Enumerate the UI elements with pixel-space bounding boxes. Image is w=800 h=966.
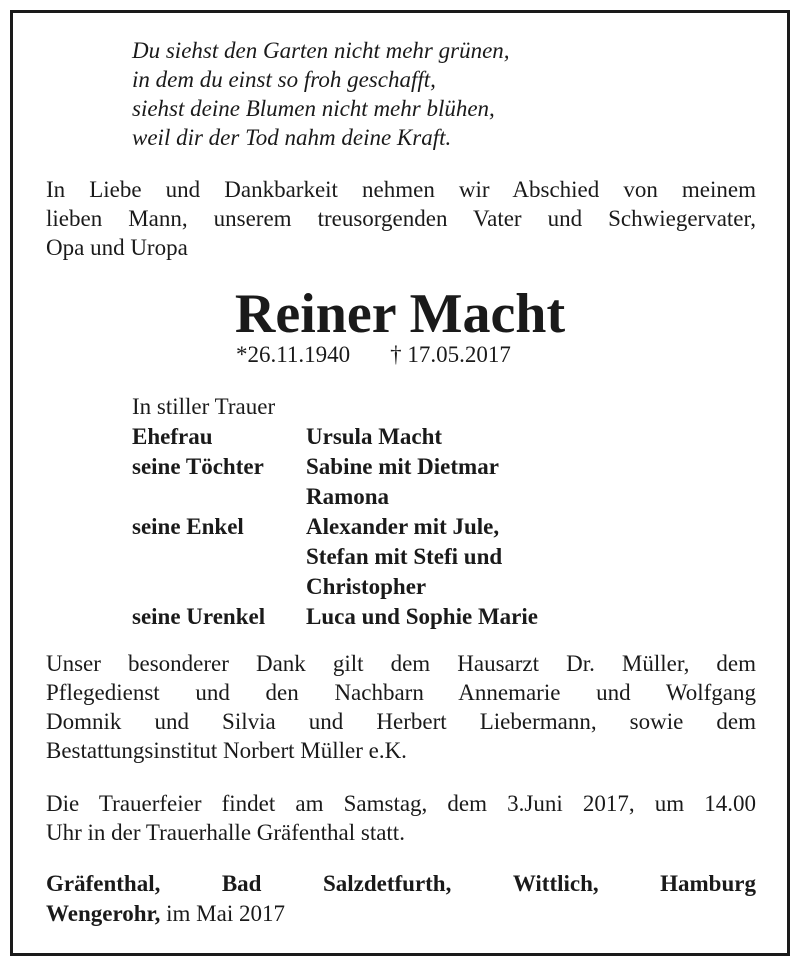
closing-date: im Mai 2017 [166, 901, 285, 926]
birth-date: *26.11.1940 [236, 342, 351, 367]
funeral-paragraph [46, 789, 756, 847]
place-name: Hamburg [660, 871, 756, 896]
mourner-relation: seine Töchter [132, 454, 264, 479]
intro-line: lieben Mann, unserem treusorgenden Vater und Schwiegervater, [46, 206, 756, 231]
place-name: Wittlich, [512, 871, 599, 896]
mourner-names: Alexander mit Jule, [306, 514, 500, 539]
mourner-names: Ramona [306, 484, 390, 509]
mourner-row [132, 572, 538, 602]
mourner-names: Christopher [306, 574, 427, 599]
deceased-name: Reiner Macht [234, 283, 566, 345]
poem-line: siehst deine Blumen nicht mehr blühen, [132, 96, 495, 121]
intro-paragraph [46, 175, 756, 262]
death-date: † 17.05.2017 [390, 342, 511, 367]
mourner-row [132, 482, 538, 512]
poem-line: Du siehst den Garten nicht mehr grünen, [132, 38, 510, 63]
intro-line: In Liebe und Dankbarkeit nehmen wir Abschied von meinem [46, 177, 756, 202]
place-name: Wengerohr, [46, 901, 161, 926]
funeral-line: Uhr in der Trauerhalle Gräfenthal statt. [46, 820, 405, 845]
closing-signature [46, 869, 756, 929]
thanks-line: Bestattungsinstitut Norbert Müller e.K. [46, 738, 407, 763]
mourner-relation [132, 572, 306, 602]
funeral-line: Die Trauerfeier findet am Samstag, dem 3.Juni 2017, um 14.00 [46, 791, 756, 816]
mourner-relation: seine Urenkel [132, 604, 266, 629]
mourner-row [132, 422, 538, 452]
mourners-list [132, 392, 538, 632]
intro-line: Opa und Uropa [46, 235, 188, 260]
mourner-relation: seine Enkel [132, 514, 244, 539]
mourner-names: Stefan mit Stefi und [306, 544, 503, 569]
mourner-row [132, 602, 538, 632]
thanks-paragraph [46, 649, 756, 765]
mourner-names: Sabine mit Dietmar [306, 454, 499, 479]
place-line [46, 869, 756, 899]
poem-line: in dem du einst so froh geschafft, [132, 67, 436, 92]
thanks-line: Domnik und Silvia und Herbert Liebermann, sowie dem [46, 709, 756, 734]
poem-line: weil dir der Tod nahm deine Kraft. [132, 125, 452, 150]
thanks-line: Pflegedienst und den Nachbarn Annemarie und Wolfgang [46, 680, 756, 705]
mourner-row [132, 452, 538, 482]
mourner-row [132, 512, 538, 542]
mourner-relation: Ehefrau [132, 424, 213, 449]
mourner-relation [132, 542, 306, 572]
mourning-heading: In stiller Trauer [132, 394, 276, 419]
place-name: Bad [221, 871, 262, 896]
place-date-line [46, 899, 756, 929]
thanks-line: Unser besonderer Dank gilt dem Hausarzt Dr. Müller, dem [46, 651, 756, 676]
mourner-relation [132, 482, 306, 512]
mourner-row [132, 542, 538, 572]
place-name: Gräfenthal, [46, 871, 161, 896]
life-dates [236, 340, 511, 369]
mourner-names: Ursula Macht [306, 424, 443, 449]
mourner-names: Luca und Sophie Marie [306, 604, 538, 629]
place-name: Salzdetfurth, [322, 871, 452, 896]
poem [132, 36, 510, 152]
